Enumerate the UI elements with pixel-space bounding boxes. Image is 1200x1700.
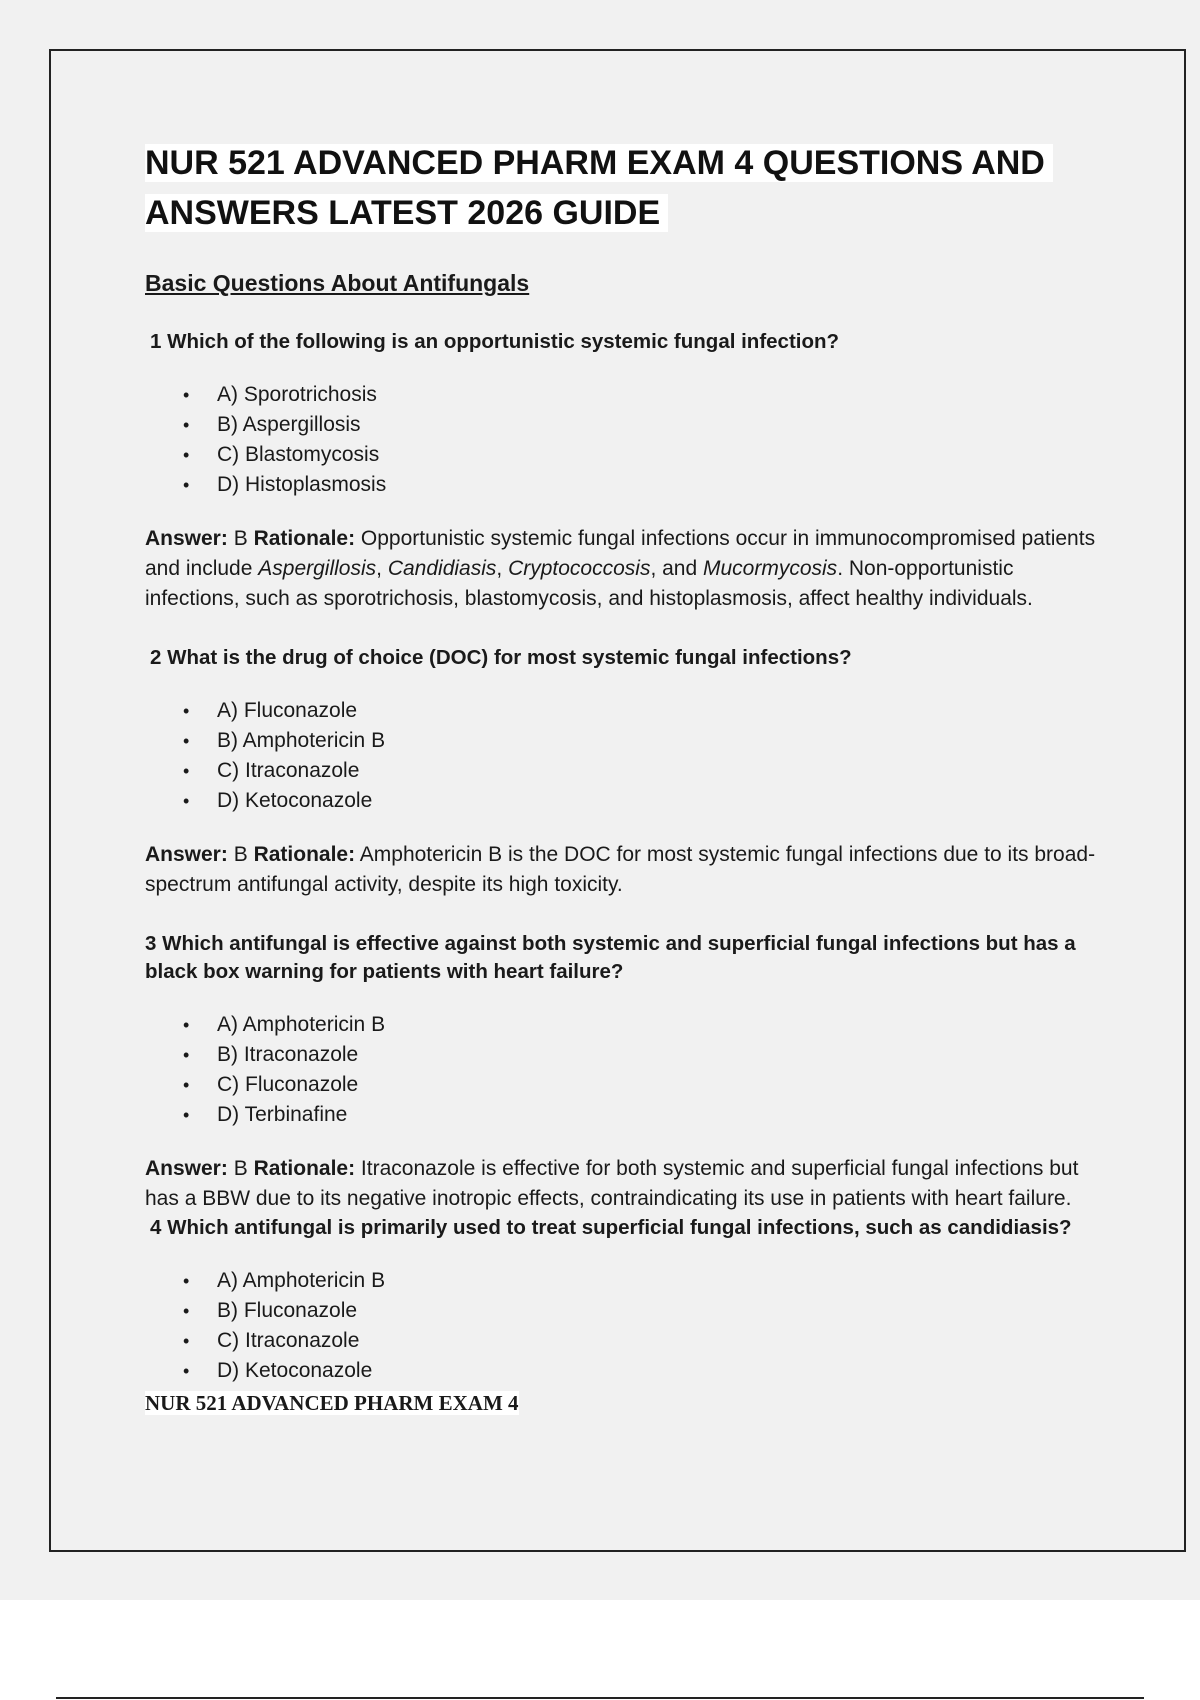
title-line-2: ANSWERS LATEST 2026 GUIDE: [145, 194, 668, 232]
option-label: B) Fluconazole: [217, 1299, 358, 1322]
bullet-icon: •: [183, 1301, 190, 1321]
option-item: [183, 786, 1105, 816]
rationale-term: Candidiasis: [387, 557, 497, 580]
option-label: A) Fluconazole: [217, 699, 358, 722]
question-4-options: [145, 1266, 1105, 1386]
rationale-text: Amphotericin B is the DOC for most systemic fungal infections due to its broad-spectrum antifungal activity, despite its high toxicity.: [145, 843, 1096, 896]
bullet-icon: •: [183, 1015, 190, 1035]
option-label: D) Ketoconazole: [217, 1359, 373, 1382]
option-item: [183, 1100, 1105, 1130]
answer-label: Answer:: [145, 843, 228, 866]
rationale-label: Rationale:: [253, 527, 356, 550]
rationale-text: ,: [376, 557, 388, 580]
option-item: [183, 470, 1105, 500]
option-item: [183, 1356, 1105, 1386]
option-item: [183, 1326, 1105, 1356]
rationale-text: . Non-opportunistic infections, such as sporotrichosis, blastomycosis, and histoplasmosis, affect healthy individuals.: [145, 557, 1033, 610]
option-item: [183, 1070, 1105, 1100]
answer-3: [145, 1154, 1105, 1214]
rationale-label: Rationale:: [253, 1157, 356, 1180]
option-label: D) Histoplasmosis: [217, 473, 387, 496]
option-label: C) Fluconazole: [217, 1073, 359, 1096]
question-4: 4 Which antifungal is primarily used to treat superficial fungal infections, such as candidiasis?: [150, 1216, 1072, 1239]
rationale-text: Opportunistic systemic fungal infections occur in immunocompromised patients and include: [145, 527, 1096, 580]
option-label: D) Ketoconazole: [217, 789, 373, 812]
bullet-icon: •: [183, 701, 190, 721]
answer-label: Answer:: [145, 1157, 228, 1180]
rationale-term: Cryptococcosis: [508, 557, 651, 580]
option-item: [183, 756, 1105, 786]
title-line-1: NUR 521 ADVANCED PHARM EXAM 4 QUESTIONS AND: [145, 144, 1053, 182]
option-label: A) Sporotrichosis: [217, 383, 377, 406]
page-title: [145, 138, 1105, 238]
bullet-icon: •: [183, 415, 190, 435]
question-2: 2 What is the drug of choice (DOC) for most systemic fungal infections?: [150, 646, 852, 669]
bullet-icon: •: [183, 1045, 190, 1065]
bullet-icon: •: [183, 1331, 190, 1351]
answer-value: B: [233, 843, 248, 866]
bullet-icon: •: [183, 761, 190, 781]
option-label: B) Aspergillosis: [217, 413, 361, 436]
answer-1: [145, 524, 1105, 614]
option-label: C) Itraconazole: [217, 1329, 360, 1352]
option-label: B) Itraconazole: [217, 1043, 359, 1066]
bullet-icon: •: [183, 1075, 190, 1095]
option-item: [183, 410, 1105, 440]
option-item: [183, 696, 1105, 726]
option-item: [183, 726, 1105, 756]
option-label: D) Terbinafine: [217, 1103, 348, 1126]
option-item: [183, 1010, 1105, 1040]
rationale-text: Itraconazole is effective for both systemic and superficial fungal infections but has a BBW due to its negative inotropic effects, contraindicating its use in patients with heart failure.: [145, 1157, 1079, 1210]
document-footer: [145, 1390, 1105, 1416]
option-item: [183, 440, 1105, 470]
option-item: [183, 1040, 1105, 1070]
option-item: [183, 380, 1105, 410]
rationale-term: Mucormycosis: [703, 557, 838, 580]
answer-value: B: [233, 1157, 248, 1180]
bullet-icon: •: [183, 445, 190, 465]
option-label: B) Amphotericin B: [217, 729, 386, 752]
bullet-icon: •: [183, 385, 190, 405]
bullet-icon: •: [183, 1361, 190, 1381]
answer-value: B: [233, 527, 248, 550]
option-label: A) Amphotericin B: [217, 1013, 386, 1036]
section-heading: Basic Questions About Antifungals: [145, 270, 530, 296]
bullet-icon: •: [183, 791, 190, 811]
option-label: C) Blastomycosis: [217, 443, 380, 466]
question-1: 1 Which of the following is an opportunistic systemic fungal infection?: [150, 330, 840, 353]
bullet-icon: •: [183, 475, 190, 495]
option-label: C) Itraconazole: [217, 759, 360, 782]
bullet-icon: •: [183, 731, 190, 751]
question-3-options: [145, 1010, 1105, 1130]
rationale-label: Rationale:: [253, 843, 356, 866]
rationale-text: , and: [650, 557, 703, 580]
footer-text: NUR 521 ADVANCED PHARM EXAM 4: [145, 1391, 519, 1415]
bottom-divider: [56, 1697, 1144, 1699]
rationale-text: ,: [496, 557, 509, 580]
question-2-options: [145, 696, 1105, 816]
option-label: A) Amphotericin B: [217, 1269, 386, 1292]
bullet-icon: •: [183, 1271, 190, 1291]
option-item: [183, 1266, 1105, 1296]
bullet-icon: •: [183, 1105, 190, 1125]
option-item: [183, 1296, 1105, 1326]
question-3: 3 Which antifungal is effective against both systemic and superficial fungal infections but has a black box warning for patients with heart failure?: [145, 932, 1076, 983]
question-1-options: [145, 380, 1105, 500]
answer-label: Answer:: [145, 527, 228, 550]
rationale-term: Aspergillosis: [258, 557, 377, 580]
answer-2: [145, 840, 1105, 900]
document-content: [145, 138, 1105, 1416]
